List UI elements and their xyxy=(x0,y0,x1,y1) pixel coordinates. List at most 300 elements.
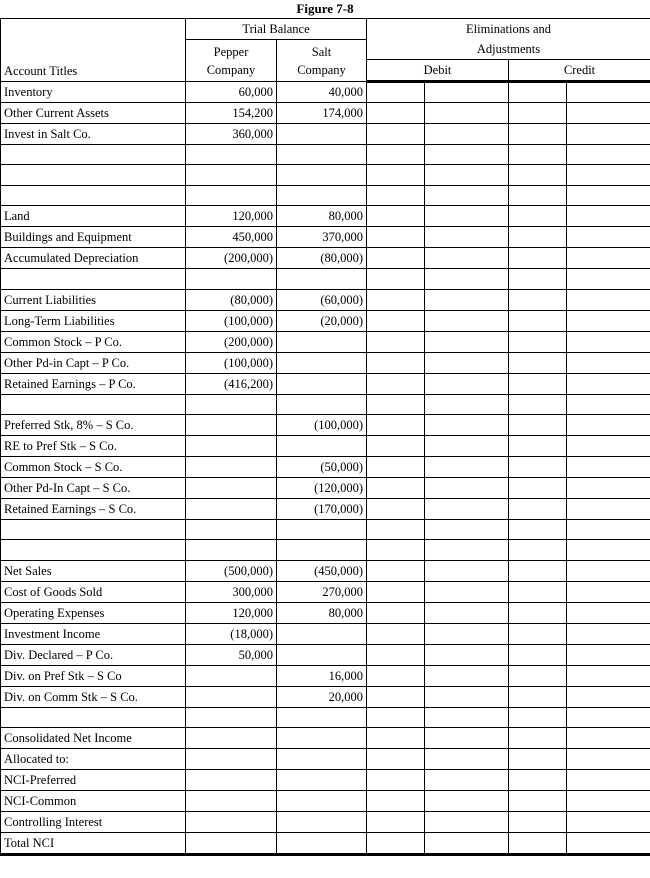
table-row xyxy=(1,227,650,248)
debit-ref-cell[interactable] xyxy=(367,435,425,456)
table-row xyxy=(1,540,650,560)
salt-amount-cell: (170,000) xyxy=(277,498,367,519)
credit-amount-cell[interactable] xyxy=(567,145,650,165)
debit-ref-cell[interactable] xyxy=(367,206,425,227)
account-title-cell: Preferred Stk, 8% – S Co. xyxy=(1,414,186,435)
credit-amount-cell[interactable] xyxy=(567,124,650,145)
account-title-cell: Net Sales xyxy=(1,560,186,581)
table-row xyxy=(1,665,650,686)
pepper-amount-cell xyxy=(186,707,277,727)
account-title-cell: Accumulated Depreciation xyxy=(1,248,186,269)
salt-amount-cell xyxy=(277,707,367,727)
credit-ref-cell[interactable] xyxy=(509,145,567,165)
debit-amount-cell[interactable] xyxy=(425,248,509,269)
credit-amount-cell[interactable] xyxy=(567,707,650,727)
salt-amount-cell: 16,000 xyxy=(277,665,367,686)
credit-amount-cell[interactable] xyxy=(567,206,650,227)
table-row xyxy=(1,165,650,185)
debit-ref-cell[interactable] xyxy=(367,394,425,414)
debit-ref-cell[interactable] xyxy=(367,665,425,686)
debit-ref-cell[interactable] xyxy=(367,686,425,707)
account-title-cell xyxy=(1,394,186,414)
pepper-amount-cell: (100,000) xyxy=(186,310,277,331)
credit-amount-cell[interactable] xyxy=(567,165,650,185)
pepper-amount-cell xyxy=(186,686,277,707)
debit-ref-cell[interactable] xyxy=(367,289,425,310)
debit-ref-cell[interactable] xyxy=(367,269,425,289)
debit-amount-cell[interactable] xyxy=(425,435,509,456)
credit-amount-cell[interactable] xyxy=(567,602,650,623)
salt-amount-cell: (50,000) xyxy=(277,456,367,477)
account-title-cell: Total NCI xyxy=(1,833,186,855)
debit-ref-cell[interactable] xyxy=(367,477,425,498)
debit-amount-cell[interactable] xyxy=(425,498,509,519)
debit-amount-cell[interactable] xyxy=(425,124,509,145)
debit-amount-cell[interactable] xyxy=(425,331,509,352)
salt-amount-cell: 270,000 xyxy=(277,581,367,602)
pepper-amount-cell xyxy=(186,185,277,205)
credit-ref-cell[interactable] xyxy=(509,269,567,289)
table-row xyxy=(1,519,650,539)
pepper-amount-cell: (200,000) xyxy=(186,248,277,269)
credit-amount-cell[interactable] xyxy=(567,833,650,855)
debit-amount-cell[interactable] xyxy=(425,289,509,310)
pepper-amount-cell xyxy=(186,833,277,855)
pepper-amount-cell xyxy=(186,749,277,770)
pepper-amount-cell xyxy=(186,477,277,498)
credit-ref-cell[interactable] xyxy=(509,185,567,205)
debit-amount-cell[interactable] xyxy=(425,749,509,770)
pepper-amount-cell xyxy=(186,414,277,435)
pepper-amount-cell xyxy=(186,519,277,539)
account-title-cell xyxy=(1,269,186,289)
credit-ref-cell[interactable] xyxy=(509,414,567,435)
account-title-cell: Div. on Comm Stk – S Co. xyxy=(1,686,186,707)
credit-amount-cell[interactable] xyxy=(567,665,650,686)
salt-amount-cell xyxy=(277,373,367,394)
salt-amount-cell: 20,000 xyxy=(277,686,367,707)
debit-amount-cell[interactable] xyxy=(425,707,509,727)
credit-ref-cell[interactable] xyxy=(509,352,567,373)
credit-ref-cell[interactable] xyxy=(509,791,567,812)
credit-amount-cell[interactable] xyxy=(567,581,650,602)
credit-amount-cell[interactable] xyxy=(567,519,650,539)
table-row xyxy=(1,414,650,435)
credit-ref-cell[interactable] xyxy=(509,833,567,855)
credit-amount-cell[interactable] xyxy=(567,686,650,707)
table-row xyxy=(1,435,650,456)
pepper-company-header xyxy=(186,40,277,82)
credit-ref-cell[interactable] xyxy=(509,540,567,560)
credit-amount-cell[interactable] xyxy=(567,623,650,644)
salt-amount-cell xyxy=(277,812,367,833)
pepper-amount-cell xyxy=(186,540,277,560)
table-row xyxy=(1,124,650,145)
worksheet-table xyxy=(0,18,650,856)
account-title-cell xyxy=(1,185,186,205)
salt-amount-cell xyxy=(277,185,367,205)
salt-company-header xyxy=(277,40,367,82)
pepper-amount-cell: 60,000 xyxy=(186,82,277,103)
table-row xyxy=(1,352,650,373)
account-title-cell: Controlling Interest xyxy=(1,812,186,833)
salt-amount-cell xyxy=(277,644,367,665)
debit-amount-cell[interactable] xyxy=(425,414,509,435)
credit-ref-cell[interactable] xyxy=(509,331,567,352)
credit-amount-cell[interactable] xyxy=(567,269,650,289)
credit-ref-cell[interactable] xyxy=(509,289,567,310)
table-row xyxy=(1,206,650,227)
salt-amount-cell: (120,000) xyxy=(277,477,367,498)
account-title-cell: Long-Term Liabilities xyxy=(1,310,186,331)
debit-ref-cell[interactable] xyxy=(367,310,425,331)
debit-ref-cell[interactable] xyxy=(367,791,425,812)
debit-amount-cell[interactable] xyxy=(425,165,509,185)
debit-amount-cell[interactable] xyxy=(425,581,509,602)
credit-ref-cell[interactable] xyxy=(509,581,567,602)
salt-amount-cell: 370,000 xyxy=(277,227,367,248)
debit-ref-cell[interactable] xyxy=(367,749,425,770)
debit-amount-cell[interactable] xyxy=(425,791,509,812)
credit-ref-cell[interactable] xyxy=(509,394,567,414)
debit-amount-cell[interactable] xyxy=(425,227,509,248)
eliminations-header xyxy=(367,19,650,60)
account-title-cell xyxy=(1,519,186,539)
table-row xyxy=(1,686,650,707)
account-title-cell: Cost of Goods Sold xyxy=(1,581,186,602)
table-row xyxy=(1,770,650,791)
debit-ref-cell[interactable] xyxy=(367,124,425,145)
account-titles-header: Account Titles xyxy=(1,19,186,82)
table-row xyxy=(1,269,650,289)
credit-header: Credit xyxy=(509,60,650,82)
salt-amount-cell: (60,000) xyxy=(277,289,367,310)
pepper-amount-cell: 120,000 xyxy=(186,206,277,227)
debit-amount-cell[interactable] xyxy=(425,82,509,103)
credit-ref-cell[interactable] xyxy=(509,686,567,707)
salt-amount-cell xyxy=(277,165,367,185)
account-title-cell: Operating Expenses xyxy=(1,602,186,623)
credit-amount-cell[interactable] xyxy=(567,227,650,248)
pepper-amount-cell: 120,000 xyxy=(186,602,277,623)
debit-ref-cell[interactable] xyxy=(367,770,425,791)
salt-amount-cell xyxy=(277,435,367,456)
pepper-amount-cell xyxy=(186,728,277,749)
debit-ref-cell[interactable] xyxy=(367,145,425,165)
debit-ref-cell[interactable] xyxy=(367,82,425,103)
salt-amount-cell: 80,000 xyxy=(277,602,367,623)
pepper-amount-cell: 50,000 xyxy=(186,644,277,665)
debit-ref-cell[interactable] xyxy=(367,456,425,477)
table-row xyxy=(1,248,650,269)
credit-ref-cell[interactable] xyxy=(509,82,567,103)
pepper-amount-cell: (500,000) xyxy=(186,560,277,581)
debit-ref-cell[interactable] xyxy=(367,414,425,435)
pepper-amount-cell xyxy=(186,145,277,165)
credit-amount-cell[interactable] xyxy=(567,770,650,791)
pepper-amount-cell xyxy=(186,165,277,185)
table-row xyxy=(1,289,650,310)
salt-amount-cell xyxy=(277,352,367,373)
debit-amount-cell[interactable] xyxy=(425,352,509,373)
credit-amount-cell[interactable] xyxy=(567,728,650,749)
account-title-cell: RE to Pref Stk – S Co. xyxy=(1,435,186,456)
credit-ref-cell[interactable] xyxy=(509,602,567,623)
credit-amount-cell[interactable] xyxy=(567,310,650,331)
debit-ref-cell[interactable] xyxy=(367,103,425,124)
credit-amount-cell[interactable] xyxy=(567,791,650,812)
credit-ref-cell[interactable] xyxy=(509,165,567,185)
pepper-amount-cell xyxy=(186,665,277,686)
salt-header-line1: Salt xyxy=(311,44,332,59)
credit-amount-cell[interactable] xyxy=(567,498,650,519)
debit-amount-cell[interactable] xyxy=(425,686,509,707)
debit-ref-cell[interactable] xyxy=(367,728,425,749)
debit-amount-cell[interactable] xyxy=(425,540,509,560)
credit-amount-cell[interactable] xyxy=(567,103,650,124)
debit-amount-cell[interactable] xyxy=(425,623,509,644)
debit-amount-cell[interactable] xyxy=(425,269,509,289)
credit-ref-cell[interactable] xyxy=(509,435,567,456)
salt-amount-cell xyxy=(277,269,367,289)
debit-ref-cell[interactable] xyxy=(367,540,425,560)
table-row xyxy=(1,145,650,165)
table-row xyxy=(1,373,650,394)
debit-amount-cell[interactable] xyxy=(425,644,509,665)
account-title-cell: Other Pd-in Capt – P Co. xyxy=(1,352,186,373)
debit-ref-cell[interactable] xyxy=(367,602,425,623)
debit-ref-cell[interactable] xyxy=(367,581,425,602)
pepper-amount-cell: 300,000 xyxy=(186,581,277,602)
account-title-cell xyxy=(1,540,186,560)
salt-amount-cell: 174,000 xyxy=(277,103,367,124)
debit-amount-cell[interactable] xyxy=(425,560,509,581)
pepper-amount-cell: (100,000) xyxy=(186,352,277,373)
pepper-amount-cell: 154,200 xyxy=(186,103,277,124)
account-title-cell: Investment Income xyxy=(1,623,186,644)
debit-ref-cell[interactable] xyxy=(367,560,425,581)
credit-ref-cell[interactable] xyxy=(509,227,567,248)
table-row xyxy=(1,82,650,103)
credit-ref-cell[interactable] xyxy=(509,707,567,727)
table-row xyxy=(1,707,650,727)
table-row xyxy=(1,185,650,205)
salt-amount-cell: (80,000) xyxy=(277,248,367,269)
credit-ref-cell[interactable] xyxy=(509,770,567,791)
credit-amount-cell[interactable] xyxy=(567,414,650,435)
account-title-cell: Retained Earnings – P Co. xyxy=(1,373,186,394)
credit-ref-cell[interactable] xyxy=(509,644,567,665)
debit-ref-cell[interactable] xyxy=(367,707,425,727)
table-row xyxy=(1,456,650,477)
account-title-cell xyxy=(1,707,186,727)
debit-ref-cell[interactable] xyxy=(367,833,425,855)
salt-header-line2: Company xyxy=(297,62,346,77)
salt-amount-cell xyxy=(277,623,367,644)
salt-amount-cell xyxy=(277,145,367,165)
debit-amount-cell[interactable] xyxy=(425,665,509,686)
salt-amount-cell xyxy=(277,791,367,812)
debit-amount-cell[interactable] xyxy=(425,519,509,539)
credit-ref-cell[interactable] xyxy=(509,477,567,498)
credit-amount-cell[interactable] xyxy=(567,185,650,205)
salt-amount-cell xyxy=(277,331,367,352)
pepper-amount-cell: 450,000 xyxy=(186,227,277,248)
salt-amount-cell xyxy=(277,540,367,560)
debit-amount-cell[interactable] xyxy=(425,456,509,477)
table-row xyxy=(1,581,650,602)
salt-amount-cell xyxy=(277,519,367,539)
credit-ref-cell[interactable] xyxy=(509,812,567,833)
debit-amount-cell[interactable] xyxy=(425,770,509,791)
debit-amount-cell[interactable] xyxy=(425,206,509,227)
debit-amount-cell[interactable] xyxy=(425,602,509,623)
debit-ref-cell[interactable] xyxy=(367,519,425,539)
pepper-amount-cell: (18,000) xyxy=(186,623,277,644)
salt-amount-cell xyxy=(277,728,367,749)
table-row xyxy=(1,310,650,331)
pepper-amount-cell: (200,000) xyxy=(186,331,277,352)
credit-amount-cell[interactable] xyxy=(567,352,650,373)
credit-amount-cell[interactable] xyxy=(567,435,650,456)
credit-ref-cell[interactable] xyxy=(509,103,567,124)
pepper-amount-cell: (80,000) xyxy=(186,289,277,310)
debit-ref-cell[interactable] xyxy=(367,644,425,665)
credit-amount-cell[interactable] xyxy=(567,644,650,665)
table-row xyxy=(1,623,650,644)
account-title-cell xyxy=(1,165,186,185)
debit-ref-cell[interactable] xyxy=(367,812,425,833)
debit-amount-cell[interactable] xyxy=(425,145,509,165)
debit-amount-cell[interactable] xyxy=(425,728,509,749)
credit-ref-cell[interactable] xyxy=(509,206,567,227)
pepper-amount-cell xyxy=(186,456,277,477)
table-row xyxy=(1,394,650,414)
salt-amount-cell: (450,000) xyxy=(277,560,367,581)
debit-amount-cell[interactable] xyxy=(425,394,509,414)
pepper-amount-cell xyxy=(186,394,277,414)
debit-ref-cell[interactable] xyxy=(367,185,425,205)
debit-ref-cell[interactable] xyxy=(367,623,425,644)
pepper-amount-cell xyxy=(186,791,277,812)
salt-amount-cell xyxy=(277,749,367,770)
salt-amount-cell: (100,000) xyxy=(277,414,367,435)
table-row xyxy=(1,812,650,833)
debit-ref-cell[interactable] xyxy=(367,165,425,185)
credit-amount-cell[interactable] xyxy=(567,812,650,833)
pepper-amount-cell: (416,200) xyxy=(186,373,277,394)
account-title-cell: NCI-Common xyxy=(1,791,186,812)
table-row xyxy=(1,833,650,855)
credit-amount-cell[interactable] xyxy=(567,82,650,103)
credit-ref-cell[interactable] xyxy=(509,373,567,394)
account-title-cell: Current Liabilities xyxy=(1,289,186,310)
credit-ref-cell[interactable] xyxy=(509,623,567,644)
account-title-cell: Div. Declared – P Co. xyxy=(1,644,186,665)
credit-amount-cell[interactable] xyxy=(567,248,650,269)
pepper-amount-cell xyxy=(186,812,277,833)
credit-amount-cell[interactable] xyxy=(567,394,650,414)
pepper-amount-cell xyxy=(186,435,277,456)
account-title-cell: Common Stock – P Co. xyxy=(1,331,186,352)
credit-ref-cell[interactable] xyxy=(509,124,567,145)
pepper-amount-cell xyxy=(186,770,277,791)
debit-amount-cell[interactable] xyxy=(425,310,509,331)
account-title-cell: Invest in Salt Co. xyxy=(1,124,186,145)
credit-ref-cell[interactable] xyxy=(509,498,567,519)
worksheet-body xyxy=(1,82,650,855)
figure-title: Figure 7-8 xyxy=(296,1,354,16)
credit-amount-cell[interactable] xyxy=(567,749,650,770)
debit-ref-cell[interactable] xyxy=(367,227,425,248)
table-row xyxy=(1,331,650,352)
credit-ref-cell[interactable] xyxy=(509,310,567,331)
debit-amount-cell[interactable] xyxy=(425,812,509,833)
credit-ref-cell[interactable] xyxy=(509,728,567,749)
salt-amount-cell xyxy=(277,394,367,414)
account-title-cell: Other Current Assets xyxy=(1,103,186,124)
credit-ref-cell[interactable] xyxy=(509,665,567,686)
credit-amount-cell[interactable] xyxy=(567,331,650,352)
debit-ref-cell[interactable] xyxy=(367,498,425,519)
debit-amount-cell[interactable] xyxy=(425,103,509,124)
account-title-cell: Retained Earnings – S Co. xyxy=(1,498,186,519)
credit-ref-cell[interactable] xyxy=(509,248,567,269)
account-title-cell: Allocated to: xyxy=(1,749,186,770)
debit-ref-cell[interactable] xyxy=(367,352,425,373)
credit-amount-cell[interactable] xyxy=(567,540,650,560)
salt-amount-cell xyxy=(277,124,367,145)
debit-amount-cell[interactable] xyxy=(425,185,509,205)
account-title-cell xyxy=(1,145,186,165)
account-title-cell: Land xyxy=(1,206,186,227)
table-row xyxy=(1,749,650,770)
debit-ref-cell[interactable] xyxy=(367,331,425,352)
credit-ref-cell[interactable] xyxy=(509,749,567,770)
pepper-amount-cell xyxy=(186,498,277,519)
account-title-cell: Inventory xyxy=(1,82,186,103)
debit-amount-cell[interactable] xyxy=(425,477,509,498)
account-title-cell: Div. on Pref Stk – S Co xyxy=(1,665,186,686)
pepper-amount-cell xyxy=(186,269,277,289)
pepper-header-line2: Company xyxy=(206,62,256,77)
debit-ref-cell[interactable] xyxy=(367,248,425,269)
credit-amount-cell[interactable] xyxy=(567,373,650,394)
account-title-cell: Buildings and Equipment xyxy=(1,227,186,248)
credit-amount-cell[interactable] xyxy=(567,289,650,310)
salt-amount-cell: 40,000 xyxy=(277,82,367,103)
credit-amount-cell[interactable] xyxy=(567,477,650,498)
credit-ref-cell[interactable] xyxy=(509,519,567,539)
credit-ref-cell[interactable] xyxy=(509,560,567,581)
credit-ref-cell[interactable] xyxy=(509,456,567,477)
debit-ref-cell[interactable] xyxy=(367,373,425,394)
table-row xyxy=(1,560,650,581)
trial-balance-header: Trial Balance xyxy=(186,19,367,40)
account-title-cell: Consolidated Net Income xyxy=(1,728,186,749)
table-row xyxy=(1,602,650,623)
table-row xyxy=(1,728,650,749)
credit-amount-cell[interactable] xyxy=(567,456,650,477)
eliminations-line2: Adjustments xyxy=(476,42,541,56)
debit-amount-cell[interactable] xyxy=(425,833,509,855)
pepper-amount-cell: 360,000 xyxy=(186,124,277,145)
debit-amount-cell[interactable] xyxy=(425,373,509,394)
table-row xyxy=(1,644,650,665)
salt-amount-cell xyxy=(277,770,367,791)
credit-amount-cell[interactable] xyxy=(567,560,650,581)
salt-amount-cell: (20,000) xyxy=(277,310,367,331)
